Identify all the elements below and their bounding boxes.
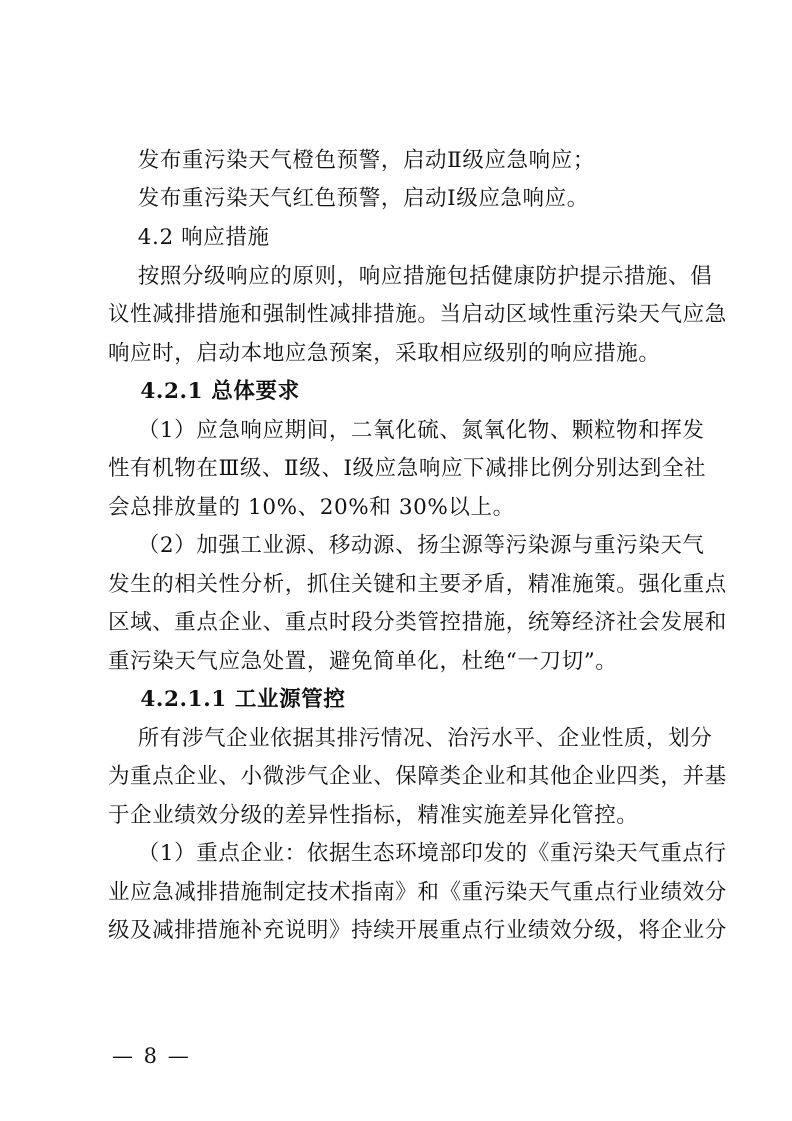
body-line-17: 为重点企业、小微涉气企业、保障类企业和其他企业四类，并基	[108, 764, 727, 789]
body-line-21: 级及减排措施补充说明》持续开展重点行业绩效分级，将企业分	[108, 918, 727, 943]
body-line-4: 按照分级响应的原则，响应措施包括健康防护提示措施、倡	[108, 264, 713, 289]
body-line-11: （2）加强工业源、移动源、扬尘源等污染源与重污染天气	[108, 533, 705, 558]
body-line-2: 发布重污染天气红色预警，启动Ⅰ级应急响应。	[108, 186, 589, 211]
body-line-19: （1）重点企业：依据生态环境部印发的《重污染天气重点行	[108, 841, 727, 866]
body-line-12: 发生的相关性分析，抓住关键和主要矛盾，精准施策。强化重点	[108, 572, 727, 597]
body-line-13: 区域、重点企业、重点时段分类管控措施，统筹经济社会发展和	[108, 610, 727, 635]
body-line-5: 议性减排措施和强制性减排措施。当启动区域性重污染天气应急	[108, 302, 727, 327]
body-line-16: 所有涉气企业依据其排污情况、治污水平、企业性质，划分	[108, 726, 713, 751]
body-line-8: （1）应急响应期间，二氧化硫、氮氧化物、颗粒物和挥发	[108, 418, 705, 443]
section-heading-4-2-1: 4.2.1 总体要求	[108, 379, 300, 404]
body-line-10: 会总排放量的 10%、20%和 30%以上。	[108, 495, 515, 520]
body-line-1: 发布重污染天气橙色预警，启动Ⅱ级应急响应；	[108, 148, 595, 173]
body-line-9: 性有机物在Ⅲ级、Ⅱ级、Ⅰ级应急响应下减排比例分别达到全社	[108, 456, 707, 481]
body-line-6: 响应时，启动本地应急预案，采取相应级别的响应措施。	[108, 341, 661, 366]
section-heading-4-2: 4.2 响应措施	[108, 225, 270, 250]
section-heading-4-2-1-1: 4.2.1.1 工业源管控	[108, 687, 346, 712]
body-line-14: 重污染天气应急处置，避免简单化，杜绝“一刀切”。	[108, 649, 618, 674]
page-number: — 8 —	[112, 1044, 191, 1068]
body-line-18: 于企业绩效分级的差异性指标，精准实施差异化管控。	[108, 803, 639, 828]
body-line-20: 业应急减排措施制定技术指南》和《重污染天气重点行业绩效分	[108, 880, 727, 905]
